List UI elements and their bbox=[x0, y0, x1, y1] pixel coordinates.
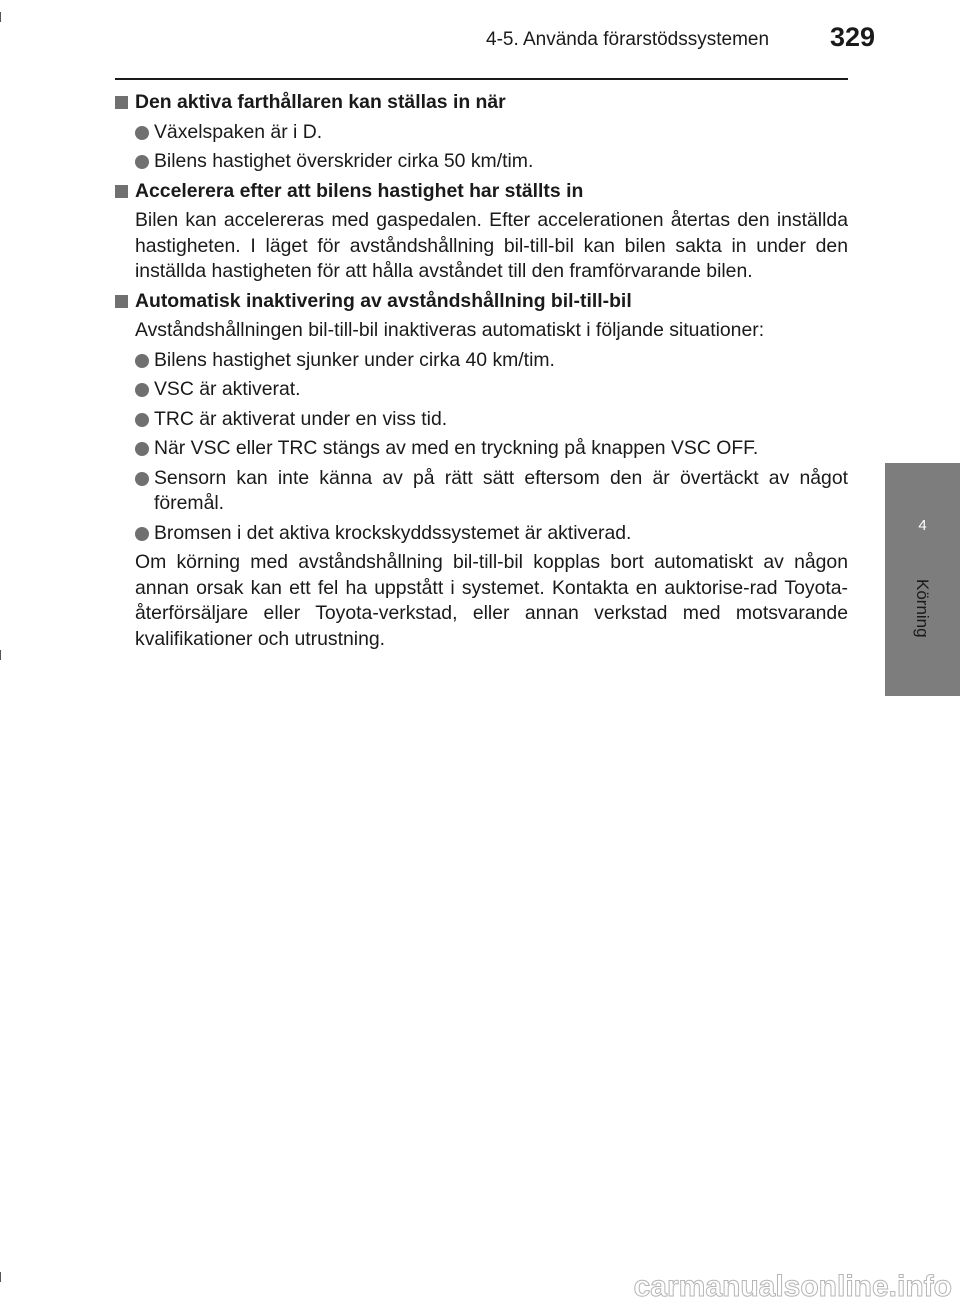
square-bullet-icon bbox=[115, 96, 128, 109]
square-bullet-icon bbox=[115, 185, 128, 198]
list-item: Sensorn kan inte känna av på rätt sätt eftersom den är övertäckt av något föremål. bbox=[115, 466, 848, 517]
section-heading: Accelerera efter att bilens hastighet har ställts in bbox=[115, 179, 848, 205]
list-item: Bilens hastighet sjunker under cirka 40 km/tim. bbox=[115, 348, 848, 374]
section-heading: Automatisk inaktivering av avståndshållning bil-till-bil bbox=[115, 289, 848, 315]
chapter-label: Körning bbox=[913, 579, 932, 638]
list-item: Växelspaken är i D. bbox=[115, 120, 848, 146]
page-number: 329 bbox=[830, 22, 876, 52]
crop-mark bbox=[0, 650, 1, 660]
chapter-number: 4 bbox=[918, 517, 927, 534]
header-divider bbox=[115, 78, 848, 80]
paragraph: Om körning med avståndshållning bil-till-bil kopplas bort automatiskt av någon annan orsak kan ett fel ha uppstått i systemet. Kontakta en auktorise-rad Toyota-återförsäljare eller Toyota-verkstad, eller annan verkstad med motsvarande kvalifikationer och utrustning. bbox=[135, 551, 848, 650]
list-item: Bromsen i det aktiva krockskyddssystemet är aktiverad. bbox=[115, 521, 848, 547]
round-bullet-icon bbox=[135, 155, 149, 169]
round-bullet-icon bbox=[135, 413, 149, 427]
list-item: När VSC eller TRC stängs av med en tryckning på knappen VSC OFF. bbox=[115, 436, 848, 462]
page-content bbox=[115, 90, 848, 656]
square-bullet-icon bbox=[115, 295, 128, 308]
round-bullet-icon bbox=[135, 472, 149, 486]
crop-mark bbox=[0, 12, 1, 22]
round-bullet-icon bbox=[135, 527, 149, 541]
round-bullet-icon bbox=[135, 383, 149, 397]
round-bullet-icon bbox=[135, 442, 149, 456]
list-item: VSC är aktiverat. bbox=[115, 377, 848, 403]
list-item: Bilens hastighet överskrider cirka 50 km/tim. bbox=[115, 149, 848, 175]
crop-mark bbox=[0, 1272, 1, 1282]
chapter-tab bbox=[885, 463, 960, 696]
round-bullet-icon bbox=[135, 354, 149, 368]
watermark-text: carmanualsonline.info bbox=[633, 1270, 952, 1303]
paragraph: Bilen kan accelereras med gaspedalen. Efter accelerationen återtas den inställda hastigheten. I läget för avståndshållning bil-till-bil kan bilen sakta in under den inställda hastigheten för att hålla avståndet till den framförvarande bilen. bbox=[135, 209, 848, 282]
section-heading: Den aktiva farthållaren kan ställas in när bbox=[115, 90, 848, 116]
list-item: TRC är aktiverat under en viss tid. bbox=[115, 407, 848, 433]
round-bullet-icon bbox=[135, 126, 149, 140]
paragraph: Avståndshållningen bil-till-bil inaktiveras automatiskt i följande situationer: bbox=[135, 319, 765, 341]
section-title: 4-5. Använda förarstödssystemen bbox=[486, 29, 770, 50]
